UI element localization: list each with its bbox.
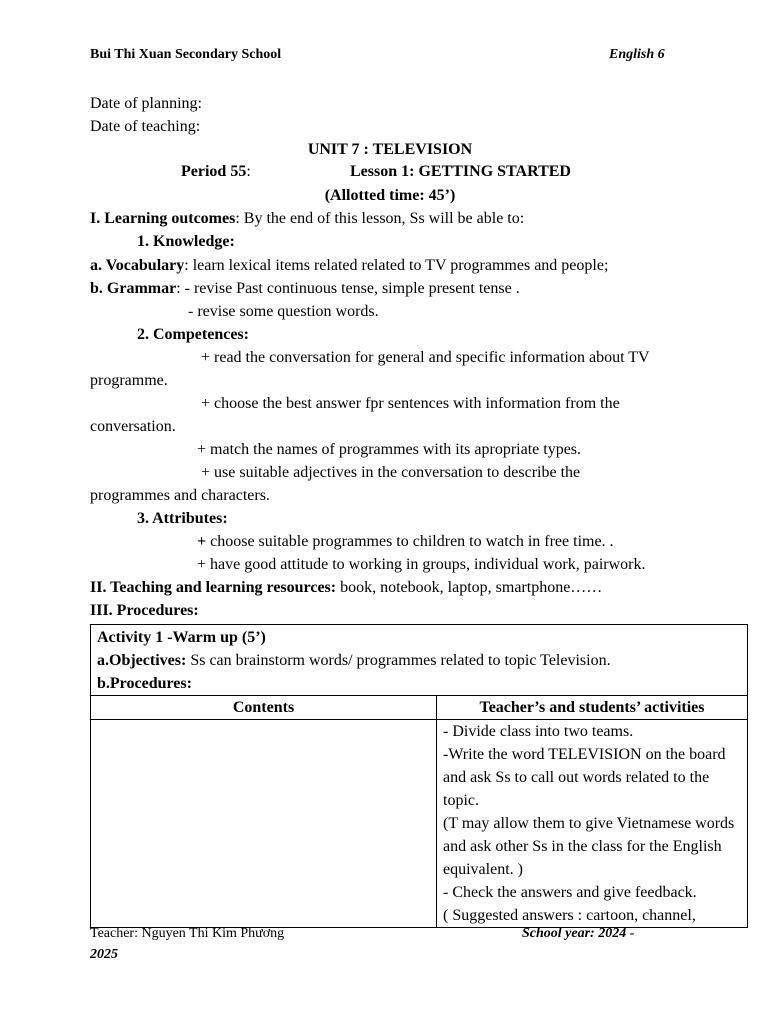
activities-cell [437,720,748,928]
period-colon: : [246,163,251,180]
activity-step: (T may allow them to give Vietnamese words and ask other Ss in the class for the English equivalent. ) [443,815,735,878]
procedures-table [90,624,748,928]
learning-outcomes-intro: : By the end of this lesson, Ss will be able to: [235,210,525,227]
learning-outcomes-line [90,209,524,229]
activity-step: -Write the word TELEVISION on the board and ask Ss to call out words related to the topic. [443,746,726,809]
activity-step: - Check the answers and give feedback. [443,884,697,901]
procedures-label: b.Procedures: [97,675,192,692]
unit-title: UNIT 7 : TELEVISION [307,141,473,158]
competence-4a: + use suitable adjectives in the conversation to describe the [201,464,581,481]
vocabulary-text: : learn lexical items related related to TV programmes and people; [184,257,609,274]
footer-school-year: School year: 2024 - [522,926,635,941]
resources-line [90,578,602,598]
allotted-time: (Allotted time: 45’) [324,187,456,204]
school-name: Bui Thi Xuan Secondary School [90,47,282,62]
grammar-text: : - revise Past continuous tense, simple present tense . [176,280,520,297]
grammar-text-2: - revise some question words. [188,303,379,320]
attribute-1 [197,532,614,552]
date-of-teaching: Date of teaching: [90,118,201,135]
activity-step: - Divide class into two teams. [443,723,634,740]
resources-heading: II. Teaching and learning resources: [90,579,337,596]
contents-column-header: Contents [91,696,437,720]
vocabulary-label: a. Vocabulary [90,257,185,274]
knowledge-heading: 1. Knowledge: [137,233,235,250]
grammar-line [90,279,520,299]
contents-cell [91,720,437,928]
competence-4b: programmes and characters. [90,487,270,504]
learning-outcomes-heading: I. Learning outcomes [90,210,236,227]
activity-step: ( Suggested answers : cartoon, channel, [443,907,696,924]
competence-1a: + read the conversation for general and specific information about TV [201,349,650,366]
competences-heading: 2. Competences: [137,326,249,343]
period-number: Period 55 [181,163,247,180]
subject-name: English 6 [609,47,665,62]
objectives-line [97,649,741,672]
period-label [181,163,251,181]
competence-3: + match the names of programmes with its apropriate types. [197,441,582,458]
activity-info-cell [91,625,748,696]
activity-title: Activity 1 -Warm up (5’) [97,629,266,646]
attribute-1-text: choose suitable programmes to children to watch in free time. . [206,533,614,550]
objectives-text: Ss can brainstorm words/ programmes related to topic Television. [186,652,611,669]
competence-1b: programme. [90,372,168,389]
attribute-1-plus: + [197,533,207,550]
objectives-label: a.Objectives: [97,652,187,669]
competence-2b: conversation. [90,418,176,435]
resources-text: book, notebook, laptop, smartphone…… [336,579,603,596]
competence-2a: + choose the best answer fpr sentences with information from the [201,395,620,412]
date-of-planning: Date of planning: [90,95,202,112]
attribute-2: + have good attitude to working in groups, individual work, pairwork. [197,556,646,573]
activities-column-header: Teacher’s and students’ activities [437,696,748,720]
footer-teacher: Teacher: Nguyen Thi Kim Phương [90,926,285,941]
grammar-label: b. Grammar [90,280,177,297]
footer-year-end: 2025 [90,947,118,962]
procedures-heading: III. Procedures: [90,602,199,619]
attributes-heading: 3. Attributes: [137,510,228,527]
vocabulary-line [90,256,608,276]
lesson-title: Lesson 1: GETTING STARTED [350,163,571,180]
